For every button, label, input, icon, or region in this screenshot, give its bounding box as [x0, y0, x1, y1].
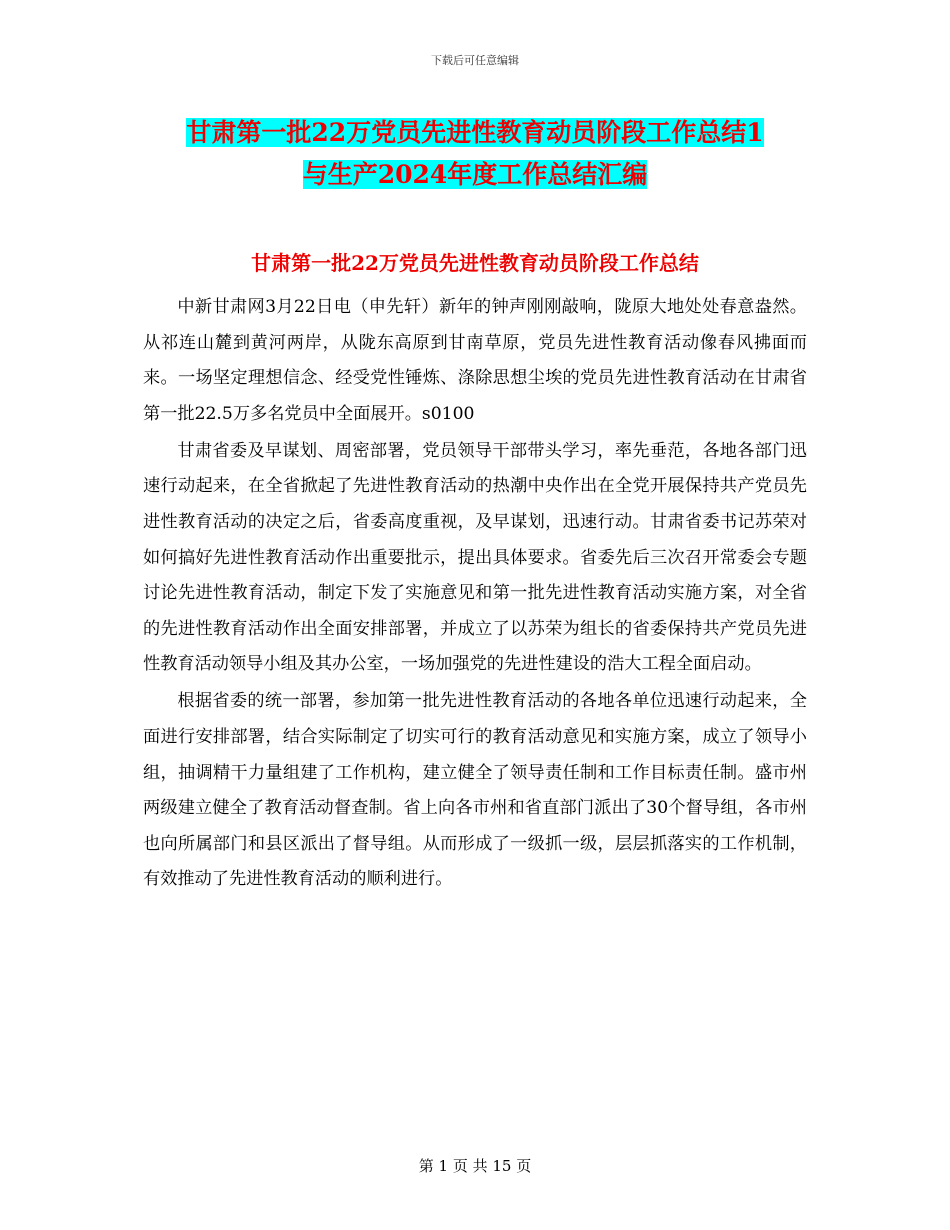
page-footer: 第 1 页 共 15 页 [418, 1157, 532, 1175]
title-line-2: 与生产2024年度工作总结汇编 [302, 160, 648, 189]
paragraph-2: 甘肃省委及早谋划、周密部署，党员领导干部带头学习，率先垂范，各地各部门迅速行动起来，在全省掀起了先进性教育活动的热潮中央作出在全党开展保持共产党员先进性教育活动的决定之后，省委高度重视，及早谋划，迅速行动。甘肃省委书记苏荣对如何搞好先进性教育活动作出重要批示，提出具体要求。省委先后三次召开常委会专题讨论先进性教育活动，制定下发了实施意见和第一批先进性教育活动实施方案，对全省的先进性教育活动作出全面安排部署，并成立了以苏荣为组长的省委保持共产党员先进性教育活动领导小组及其办公室，一场加强党的先进性建设的浩大工程全面启动。 [143, 440, 807, 675]
paragraph-3: 根据省委的统一部署，参加第一批先进性教育活动的各地各单位迅速行动起来，全面进行安排部署，结合实际制定了切实可行的教育活动意见和实施方案，成立了领导小组，抽调精干力量组建了工作机构，建立健全了领导责任制和工作目标责任制。盛市州两级建立健全了教育活动督查制。省上向各市州和省直部门派出了30个督导组，各市州也向所属部门和县区派出了督导组。从而形成了一级抓一级，层层抓落实的工作机制，有效推动了先进性教育活动的顺利进行。 [143, 691, 807, 890]
document-title [150, 112, 800, 196]
paragraph-1: 中新甘肃网3月22日电（申先轩）新年的钟声刚刚敲响，陇原大地处处春意盎然。从祁连山麓到黄河两岸，从陇东高原到甘南草原，党员先进性教育活动像春风拂面而来。一场坚定理想信念、经受党性锤炼、涤除思想尘埃的党员先进性教育活动在甘肃省第一批22.5万多名党员中全面展开。s0100 [143, 297, 807, 424]
title-line-1: 甘肃第一批22万党员先进性教育动员阶段工作总结1 [186, 118, 764, 147]
page-header: 下载后可任意编辑 [431, 54, 519, 67]
section-title: 甘肃第一批22万党员先进性教育动员阶段工作总结 [251, 251, 699, 275]
body-text [143, 290, 807, 899]
